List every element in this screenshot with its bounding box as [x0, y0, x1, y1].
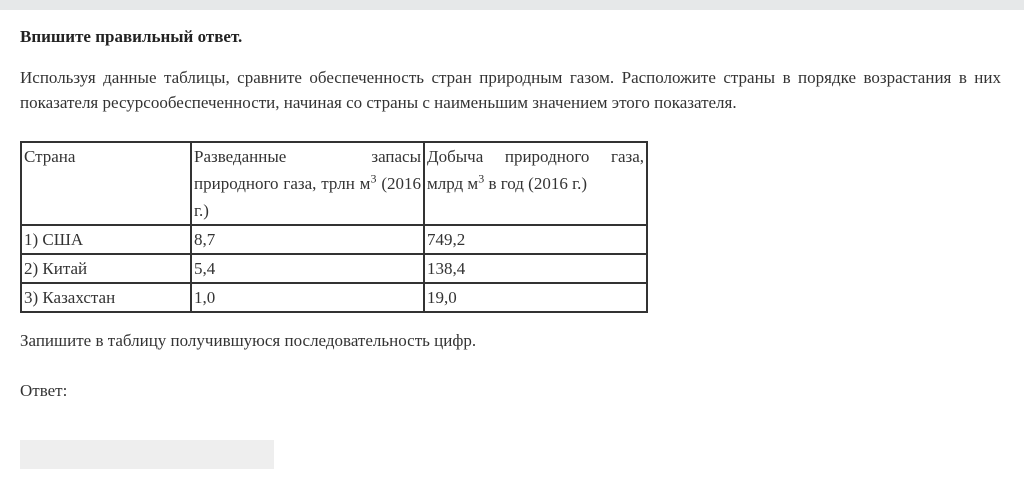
- header-production-year: в год (2016 г.): [484, 174, 588, 193]
- cell-country: 2) Китай: [21, 254, 191, 283]
- header-country-label: Страна: [24, 147, 76, 166]
- cell-reserves: 8,7: [191, 225, 424, 254]
- cell-reserves: 1,0: [191, 283, 424, 312]
- header-country: [21, 142, 191, 225]
- header-production: [424, 142, 647, 225]
- header-reserves-year: (2016 г.): [194, 174, 421, 220]
- table-header-row: [21, 142, 647, 225]
- cell-production: 749,2: [424, 225, 647, 254]
- cell-production: 19,0: [424, 283, 647, 312]
- header-reserves-sup: 3: [370, 171, 377, 186]
- task-title: Впишите правильный ответ.: [20, 27, 243, 46]
- header-reserves-text: Разведанные запасы природного газа, трлн м: [194, 147, 421, 193]
- task-description: Используя данные таблицы, сравните обеспеченность стран природным газом. Расположите страны в порядке возрастания в них показателя ресурсообеспеченности, начиная со страны с наименьшим значением этого показателя.: [20, 68, 1001, 112]
- answer-input[interactable]: [20, 440, 274, 469]
- cell-country: 3) Казахстан: [21, 283, 191, 312]
- header-reserves: [191, 142, 424, 225]
- header-production-sup: 3: [478, 171, 485, 186]
- data-table: [20, 141, 648, 313]
- top-bar: [0, 0, 1024, 10]
- header-production-text: Добыча природного газа, млрд м: [427, 147, 644, 193]
- instruction-text: Запишите в таблицу получившуюся последовательность цифр.: [20, 331, 477, 350]
- table-row: [21, 225, 647, 254]
- table-row: [21, 283, 647, 312]
- cell-reserves: 5,4: [191, 254, 424, 283]
- answer-label: Ответ:: [20, 381, 68, 400]
- cell-country: 1) США: [21, 225, 191, 254]
- cell-production: 138,4: [424, 254, 647, 283]
- table-row: [21, 254, 647, 283]
